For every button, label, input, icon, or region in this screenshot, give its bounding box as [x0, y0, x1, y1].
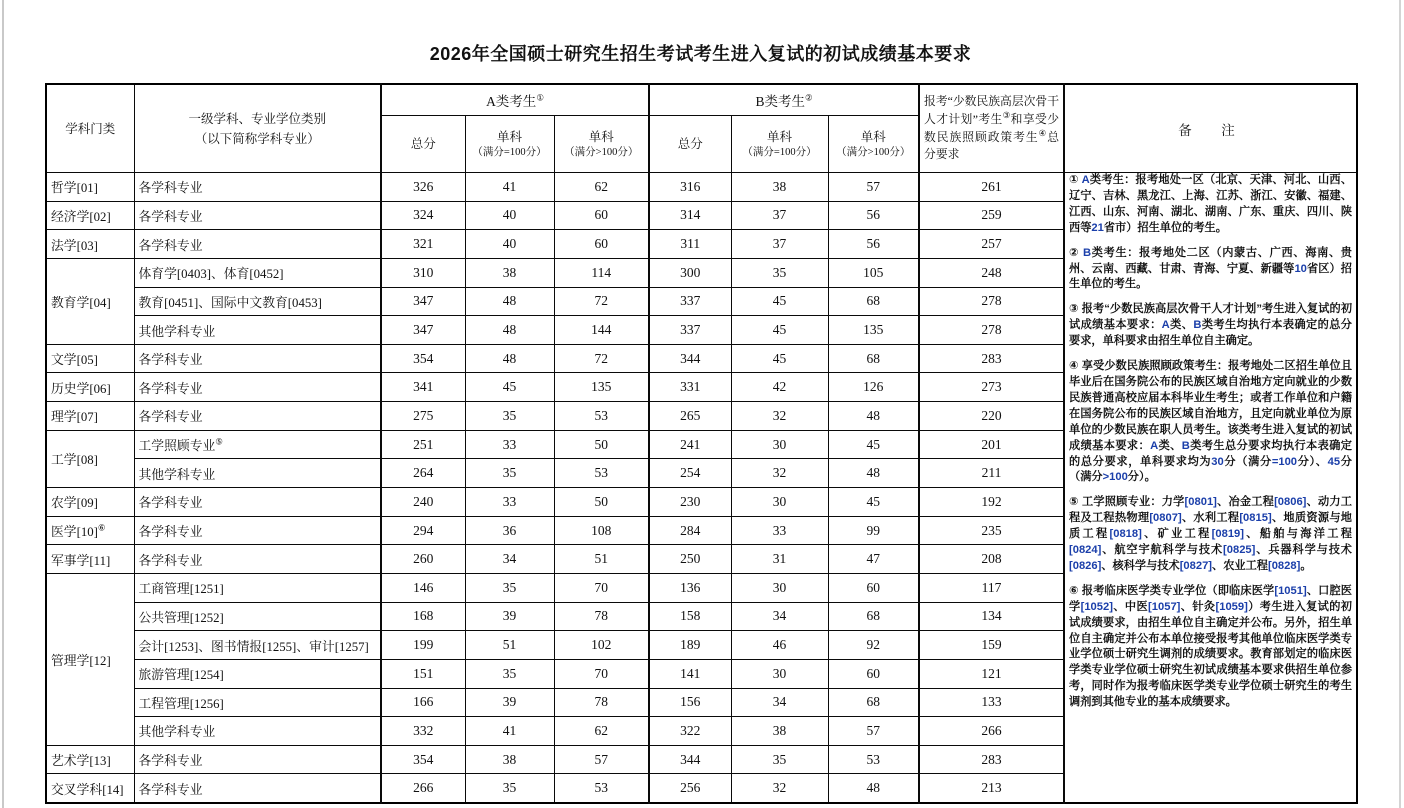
header-major-line2: （以下简称学科专业）: [194, 131, 320, 146]
header-group-b: B类考生②: [649, 84, 919, 116]
score-cell: 126: [828, 373, 919, 402]
score-cell: 36: [465, 516, 554, 545]
score-cell: 168: [381, 602, 465, 631]
page-title: 2026年全国硕士研究生招生考试考生进入复试的初试成绩基本要求: [429, 44, 972, 64]
score-cell: 354: [381, 745, 465, 774]
score-cell: 35: [465, 774, 554, 803]
score-cell: 30: [731, 488, 828, 517]
score-cell: 39: [465, 602, 554, 631]
score-cell: 121: [919, 659, 1064, 688]
major-cell: 各学科专业: [134, 201, 381, 230]
major-cell: 工程管理[1256]: [134, 688, 381, 717]
score-cell: 60: [828, 573, 919, 602]
score-cell: 53: [554, 459, 649, 488]
table-header: [46, 84, 1357, 173]
score-cell: 133: [919, 688, 1064, 717]
category-cell: 管理学[12]: [46, 573, 134, 745]
score-cell: 48: [828, 459, 919, 488]
score-cell: 354: [381, 344, 465, 373]
score-cell: 45: [828, 488, 919, 517]
score-cell: 273: [919, 373, 1064, 402]
score-cell: 136: [649, 573, 731, 602]
score-cell: 347: [381, 316, 465, 345]
header-b-total: 总分: [649, 116, 731, 173]
score-cell: 251: [381, 430, 465, 459]
remarks-cell: [1064, 173, 1357, 803]
score-cell: 256: [649, 774, 731, 803]
major-cell: 各学科专业: [134, 774, 381, 803]
header-b-single-eq: 单科 （满分=100分）: [731, 116, 828, 173]
score-cell: 33: [731, 516, 828, 545]
score-cell: 45: [731, 316, 828, 345]
score-cell: 337: [649, 287, 731, 316]
category-cell: 法学[03]: [46, 230, 134, 259]
score-cell: 78: [554, 602, 649, 631]
major-cell: 各学科专业: [134, 373, 381, 402]
score-cell: 31: [731, 545, 828, 574]
score-cell: 208: [919, 545, 1064, 574]
score-cell: 259: [919, 201, 1064, 230]
major-cell: 其他学科专业: [134, 717, 381, 746]
score-cell: 37: [731, 201, 828, 230]
score-cell: 35: [465, 402, 554, 431]
score-cell: 78: [554, 688, 649, 717]
score-cell: 32: [731, 402, 828, 431]
score-cell: 72: [554, 344, 649, 373]
score-cell: 53: [828, 745, 919, 774]
score-cell: 70: [554, 573, 649, 602]
major-cell: 各学科专业: [134, 402, 381, 431]
category-cell: 交叉学科[14]: [46, 774, 134, 803]
score-cell: 30: [731, 430, 828, 459]
score-cell: 48: [465, 316, 554, 345]
score-cell: 201: [919, 430, 1064, 459]
category-cell: 历史学[06]: [46, 373, 134, 402]
score-cell: 33: [465, 430, 554, 459]
major-cell: 公共管理[1252]: [134, 602, 381, 631]
score-cell: 159: [919, 631, 1064, 660]
score-cell: 45: [731, 287, 828, 316]
score-cell: 248: [919, 258, 1064, 287]
score-cell: 141: [649, 659, 731, 688]
major-cell: 各学科专业: [134, 344, 381, 373]
major-cell: 各学科专业: [134, 230, 381, 259]
score-cell: 283: [919, 344, 1064, 373]
score-cell: 235: [919, 516, 1064, 545]
score-cell: 189: [649, 631, 731, 660]
major-cell: 各学科专业: [134, 488, 381, 517]
remark-paragraph: ④ 享受少数民族照顾政策考生：报考地处二区招生单位且毕业后在国务院公布的民族区域自治地方定向就业的少数民族普通高校应届本科毕业生考生；或者工作单位和户籍在国务院公布的民族区域自治地方，且定向就业单位为原单位的少数民族在职人员考生。该类考生进入复试的初试成绩基本要求：A类、B类考生总分要求均执行本表确定的总分要求，单科要求均为30分（满分=100分）、45分（满分>100分）。: [1069, 360, 1353, 484]
score-cell: 275: [381, 402, 465, 431]
score-cell: 68: [828, 602, 919, 631]
score-cell: 40: [465, 201, 554, 230]
score-cell: 68: [828, 344, 919, 373]
header-major-line1: 一级学科、专业学位类别: [188, 111, 326, 126]
score-cell: 46: [731, 631, 828, 660]
score-cell: 241: [649, 430, 731, 459]
score-cell: 347: [381, 287, 465, 316]
score-cell: 294: [381, 516, 465, 545]
score-cell: 250: [649, 545, 731, 574]
score-cell: 39: [465, 688, 554, 717]
header-minority: 报考“少数民族高层次骨干人才计划”考生③和享受少数民族照顾政策考生④总分要求: [919, 84, 1064, 173]
major-cell: 会计[1253]、图书情报[1255]、审计[1257]: [134, 631, 381, 660]
score-cell: 135: [554, 373, 649, 402]
major-cell: 教育[0451]、国际中文教育[0453]: [134, 287, 381, 316]
score-cell: 47: [828, 545, 919, 574]
score-cell: 48: [465, 287, 554, 316]
score-cell: 53: [554, 774, 649, 803]
category-cell: 军事学[11]: [46, 545, 134, 574]
score-cell: 70: [554, 659, 649, 688]
score-cell: 53: [554, 402, 649, 431]
header-group-a: A类考生①: [381, 84, 649, 116]
score-cell: 257: [919, 230, 1064, 259]
score-cell: 321: [381, 230, 465, 259]
header-b-single-gt: 单科 （满分>100分）: [828, 116, 919, 173]
header-a-single-gt: 单科 （满分>100分）: [554, 116, 649, 173]
remark-paragraph: ① A类考生：报考地处一区（北京、天津、河北、山西、辽宁、吉林、黑龙江、上海、江苏、浙江、安徽、福建、江西、山东、河南、湖北、湖南、广东、重庆、四川、陕西等21省市）招生单位的考生。: [1069, 174, 1353, 234]
score-cell: 30: [731, 573, 828, 602]
score-cell: 60: [554, 201, 649, 230]
major-cell: 各学科专业: [134, 516, 381, 545]
score-cell: 240: [381, 488, 465, 517]
score-cell: 264: [381, 459, 465, 488]
score-cell: 57: [828, 173, 919, 202]
score-cell: 134: [919, 602, 1064, 631]
score-cell: 337: [649, 316, 731, 345]
score-cell: 166: [381, 688, 465, 717]
score-cell: 51: [554, 545, 649, 574]
score-cell: 213: [919, 774, 1064, 803]
score-cell: 30: [731, 659, 828, 688]
score-cell: 192: [919, 488, 1064, 517]
score-cell: 37: [731, 230, 828, 259]
score-cell: 261: [919, 173, 1064, 202]
score-cell: 41: [465, 173, 554, 202]
score-cell: 322: [649, 717, 731, 746]
score-cell: 62: [554, 173, 649, 202]
remark-paragraph: ③ 报考“少数民族高层次骨干人才计划”考生进入复试的初试成绩基本要求：A类、B类考生均执行本表确定的总分要求，单科要求由招生单位自主确定。: [1069, 303, 1353, 348]
score-cell: 108: [554, 516, 649, 545]
score-cell: 211: [919, 459, 1064, 488]
score-cell: 199: [381, 631, 465, 660]
score-cell: 68: [828, 688, 919, 717]
score-cell: 144: [554, 316, 649, 345]
score-cell: 56: [828, 230, 919, 259]
page-right-edge: [1399, 0, 1401, 808]
score-cell: 324: [381, 201, 465, 230]
score-cell: 278: [919, 316, 1064, 345]
score-cell: 45: [828, 430, 919, 459]
category-cell: 教育学[04]: [46, 258, 134, 344]
score-cell: 283: [919, 745, 1064, 774]
score-cell: 344: [649, 745, 731, 774]
score-cell: 300: [649, 258, 731, 287]
score-cell: 35: [465, 573, 554, 602]
score-cell: 57: [554, 745, 649, 774]
category-cell: 经济学[02]: [46, 201, 134, 230]
score-cell: 99: [828, 516, 919, 545]
score-cell: 72: [554, 287, 649, 316]
score-cell: 60: [554, 230, 649, 259]
table-row: [46, 173, 1357, 202]
score-cell: 45: [465, 373, 554, 402]
remark-paragraph: ⑥ 报考临床医学类专业学位（即临床医学[1051]、口腔医学[1052]、中医[1057]、针灸[1059]）考生进入复试的初试成绩要求，由招生单位自主确定并公布。另外，招生单位自主确定并公布本单位接受报考其他单位临床医学类专业学位硕士研究生调剂的成绩要求。教育部划定的临床医学类专业学位硕士研究生初试成绩基本要求供招生单位参考，同时作为报考临床医学类专业学位硕士研究生的考生调剂到其他专业的基本成绩要求。: [1069, 584, 1353, 709]
category-cell: 医学[10]⑥: [46, 516, 134, 545]
score-cell: 34: [465, 545, 554, 574]
score-cell: 32: [731, 774, 828, 803]
score-cell: 35: [465, 459, 554, 488]
score-cell: 32: [731, 459, 828, 488]
score-cell: 51: [465, 631, 554, 660]
category-cell: 哲学[01]: [46, 173, 134, 202]
score-cell: 230: [649, 488, 731, 517]
score-cell: 48: [828, 402, 919, 431]
table-body: [46, 173, 1357, 803]
score-cell: 38: [465, 258, 554, 287]
score-cell: 38: [731, 173, 828, 202]
score-cell: 34: [731, 602, 828, 631]
score-cell: 117: [919, 573, 1064, 602]
header-major: [134, 84, 381, 173]
major-cell: 其他学科专业: [134, 459, 381, 488]
score-cell: 156: [649, 688, 731, 717]
score-cell: 105: [828, 258, 919, 287]
category-cell: 工学[08]: [46, 430, 134, 487]
category-cell: 文学[05]: [46, 344, 134, 373]
score-cell: 35: [465, 659, 554, 688]
score-cell: 341: [381, 373, 465, 402]
score-cell: 50: [554, 430, 649, 459]
score-cell: 344: [649, 344, 731, 373]
score-cell: 38: [465, 745, 554, 774]
category-cell: 理学[07]: [46, 402, 134, 431]
score-cell: 326: [381, 173, 465, 202]
score-cell: 332: [381, 717, 465, 746]
score-cell: 56: [828, 201, 919, 230]
score-cell: 314: [649, 201, 731, 230]
score-cell: 284: [649, 516, 731, 545]
score-cell: 92: [828, 631, 919, 660]
score-cell: 311: [649, 230, 731, 259]
score-cell: 42: [731, 373, 828, 402]
major-cell: 工学照顾专业⑤: [134, 430, 381, 459]
score-cell: 48: [465, 344, 554, 373]
score-cell: 35: [731, 745, 828, 774]
major-cell: 其他学科专业: [134, 316, 381, 345]
category-cell: 艺术学[13]: [46, 745, 134, 774]
category-cell: 农学[09]: [46, 488, 134, 517]
score-cell: 48: [828, 774, 919, 803]
major-cell: 旅游管理[1254]: [134, 659, 381, 688]
remark-paragraph: ② B类考生：报考地处二区（内蒙古、广西、海南、贵州、云南、西藏、甘肃、青海、宁夏、新疆等10省区）招生单位的考生。: [1069, 246, 1352, 291]
score-cell: 33: [465, 488, 554, 517]
score-cell: 102: [554, 631, 649, 660]
score-cell: 60: [828, 659, 919, 688]
score-cell: 35: [731, 258, 828, 287]
score-cell: 265: [649, 402, 731, 431]
header-a-single-eq: 单科 （满分=100分）: [465, 116, 554, 173]
score-cell: 41: [465, 717, 554, 746]
score-cell: 310: [381, 258, 465, 287]
score-cell: 68: [828, 287, 919, 316]
score-cell: 158: [649, 602, 731, 631]
major-cell: 各学科专业: [134, 745, 381, 774]
score-cell: 114: [554, 258, 649, 287]
score-cell: 38: [731, 717, 828, 746]
header-remarks: 备 注: [1064, 84, 1357, 173]
score-cell: 40: [465, 230, 554, 259]
major-cell: 各学科专业: [134, 173, 381, 202]
major-cell: 工商管理[1251]: [134, 573, 381, 602]
score-cell: 62: [554, 717, 649, 746]
header-subject-category: 学科门类: [46, 84, 134, 173]
score-cell: 146: [381, 573, 465, 602]
score-cell: 278: [919, 287, 1064, 316]
score-cell: 331: [649, 373, 731, 402]
major-cell: 各学科专业: [134, 545, 381, 574]
page-left-edge: [2, 0, 4, 808]
score-cell: 50: [554, 488, 649, 517]
score-cell: 135: [828, 316, 919, 345]
score-cell: 151: [381, 659, 465, 688]
score-cell: 266: [381, 774, 465, 803]
score-cell: 254: [649, 459, 731, 488]
score-cell: 266: [919, 717, 1064, 746]
score-cell: 57: [828, 717, 919, 746]
score-requirements-table: [45, 83, 1358, 804]
score-cell: 34: [731, 688, 828, 717]
score-cell: 220: [919, 402, 1064, 431]
score-cell: 260: [381, 545, 465, 574]
score-cell: 45: [731, 344, 828, 373]
score-cell: 316: [649, 173, 731, 202]
remark-paragraph: ⑤ 工学照顾专业：力学[0801]、冶金工程[0806]、动力工程及工程热物理[0807]、水利工程[0815]、地质资源与地质工程[0818]、矿业工程[0819]、船舶与海洋工程[0824]、航空宇航科学与技术[0825]、兵器科学与技术[0826]、核科学与技术[0827]、农业工程[0828]。: [1069, 496, 1352, 572]
major-cell: 体育学[0403]、体育[0452]: [134, 258, 381, 287]
header-a-total: 总分: [381, 116, 465, 173]
